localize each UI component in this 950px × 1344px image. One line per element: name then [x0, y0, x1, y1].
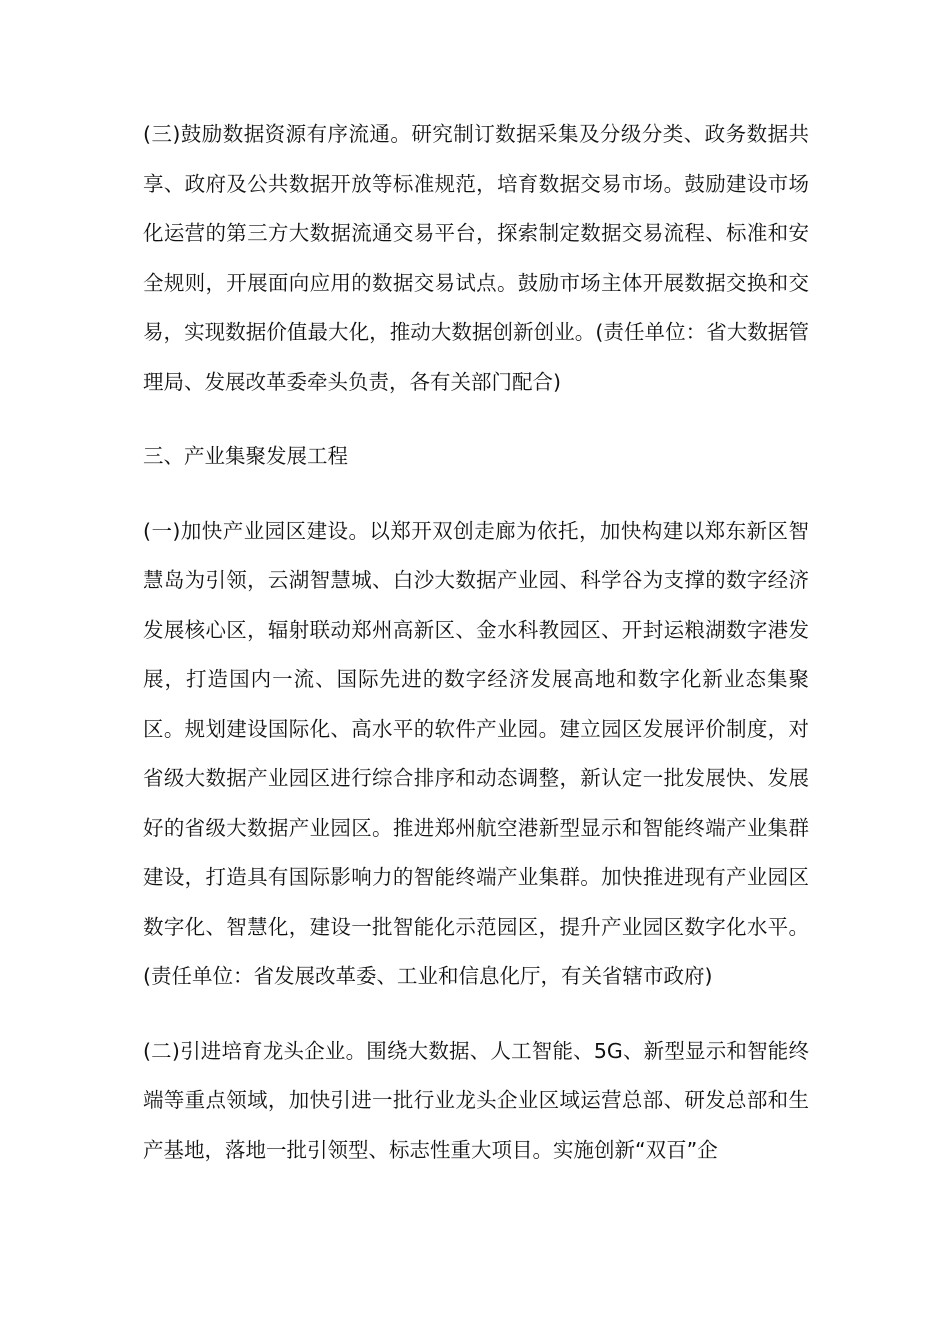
section-heading-industry-cluster: 三、产业集聚发展工程	[143, 444, 348, 468]
document-body	[143, 110, 809, 1175]
paragraph-data-circulation: (三)鼓励数据资源有序流通。研究制订数据采集及分级分类、政务数据共享、政府及公共数据开放等标准规范，培育数据交易市场。鼓励建设市场化运营的第三方大数据流通交易平台，探索制定数据交易流程、标准和安全规则，开展面向应用的数据交易试点。鼓励市场主体开展数据交换和交易，实现数据价值最大化，推动大数据创新创业。(责任单位：省大数据管理局、发展改革委牵头负责，各有关部门配合)	[143, 122, 809, 394]
paragraph-industrial-parks: (一)加快产业园区建设。以郑开双创走廊为依托，加快构建以郑东新区智慧岛为引领，云湖智慧城、白沙大数据产业园、科学谷为支撑的数字经济发展核心区，辐射联动郑州高新区、金水科教园区、开封运粮湖数字港发展，打造国内一流、国际先进的数字经济发展高地和数字化新业态集聚区。规划建设国际化、高水平的软件产业园。建立园区发展评价制度，对省级大数据产业园区进行综合排序和动态调整，新认定一批发展快、发展好的省级大数据产业园区。推进郑州航空港新型显示和智能终端产业集群建设，打造具有国际影响力的智能终端产业集群。加快推进现有产业园区数字化、智慧化，建设一批智能化示范园区，提升产业园区数字化水平。(责任单位：省发展改革委、工业和信息化厅，有关省辖市政府)	[143, 518, 809, 988]
paragraph-leading-enterprises: (二)引进培育龙头企业。围绕大数据、人工智能、5G、新型显示和智能终端等重点领域，加快引进一批行业龙头企业区域运营总部、研发总部和生产基地，落地一批引领型、标志性重大项目。实施创新“双百”企	[143, 1038, 809, 1162]
